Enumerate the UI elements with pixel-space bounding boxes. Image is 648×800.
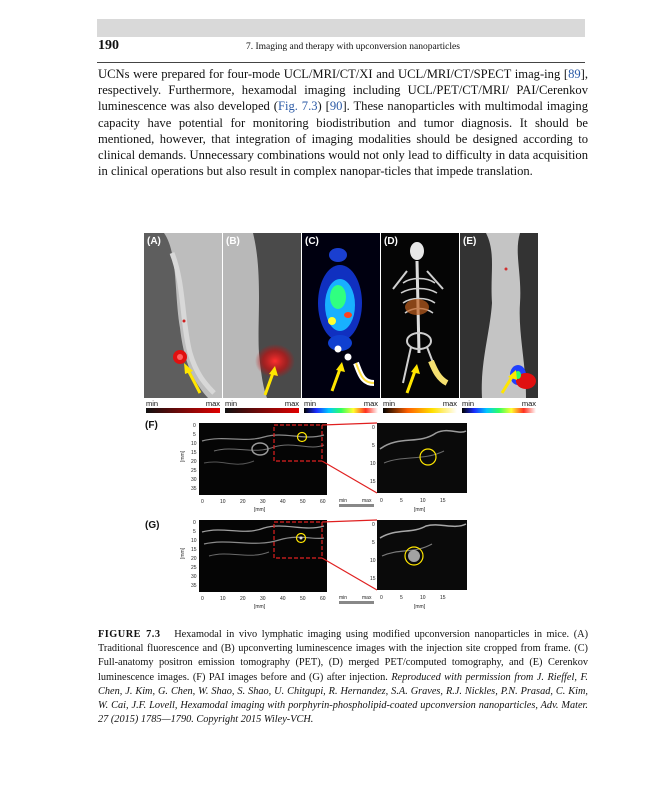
body-paragraph [98,66,588,179]
f-ytick-0: 0 [193,423,196,429]
panel-a-min: min [146,399,159,408]
g-ytick-3: 15 [191,547,197,553]
panel-b-label: (B) [226,236,240,247]
g-ytick-5: 25 [191,565,197,571]
body-text-3: ) [ [317,99,330,114]
panel-b-colorbar [225,408,299,413]
panel-d-min: min [383,399,396,408]
f-zoom-unit: [mm] [414,507,426,513]
header-band [97,19,585,37]
panel-e [460,233,538,398]
f-xtick-3: 30 [260,499,266,505]
figure-link[interactable]: Fig. 7.3 [277,99,318,114]
f-zxtick-3: 15 [440,498,446,504]
g-max: max [362,595,372,601]
g-yunit: [mm] [180,547,186,559]
g-xtick-1: 10 [220,596,226,602]
panel-d-colorbar [383,408,457,413]
f-zytick-3: 15 [370,479,376,485]
g-zxtick-0: 0 [380,595,383,601]
panel-d-scale [381,400,459,414]
g-zxtick-3: 15 [440,595,446,601]
g-ytick-0: 0 [193,520,196,526]
caption-label: FIGURE 7.3 [98,629,161,640]
panel-e-label: (E) [463,236,477,247]
f-ytick-4: 20 [191,459,197,465]
panel-c-max: max [363,399,378,408]
g-zxtick-2: 10 [420,595,426,601]
g-colorbar [339,601,374,604]
panel-a-scale [144,400,222,414]
header-rule [97,62,585,63]
running-title: 7. Imaging and therapy with upconversion nanoparticles [246,42,460,52]
f-zxtick-0: 0 [380,498,383,504]
f-ytick-3: 15 [191,450,197,456]
panel-d-max: max [442,399,457,408]
panel-f-x-ticks [201,499,326,505]
panel-c-scale [302,400,380,414]
panel-a-colorbar [146,408,220,413]
f-zytick-2: 10 [370,461,376,467]
panel-f-label: (F) [145,420,158,431]
panel-c [302,233,380,398]
g-ytick-6: 30 [191,574,197,580]
f-xunit: [mm] [254,507,266,513]
f-min: min [339,498,348,504]
f-yunit: [mm] [180,450,186,462]
body-text-2: ], respectively. Furthermore, hexamodal imaging including UCL/PET/CT/MRI/ PAI/Cerenkov luminescence was also developed ( [98,67,588,114]
g-zoom-unit: [mm] [414,604,426,610]
f-zxtick-1: 5 [400,498,403,504]
f-zytick-0: 0 [372,425,375,431]
panel-e-max: max [521,399,536,408]
panel-f-y-ticks [191,423,197,492]
panel-e-min: min [462,399,475,408]
panel-g-pai [174,518,474,613]
g-ytick-7: 35 [191,583,197,589]
g-xtick-4: 40 [280,596,286,602]
panel-d-label: (D) [384,236,398,247]
g-zytick-1: 5 [372,540,375,546]
g-ytick-1: 5 [193,529,196,535]
panel-g-label: (G) [145,520,160,531]
g-xtick-2: 20 [240,596,246,602]
page-number: 190 [98,38,119,53]
g-zxtick-1: 5 [400,595,403,601]
f-xtick-4: 40 [280,499,286,505]
f-zxtick-2: 10 [420,498,426,504]
f-ytick-7: 35 [191,486,197,492]
figure-7-3 [144,233,538,613]
f-xtick-1: 10 [220,499,226,505]
panel-a-label: (A) [147,236,161,247]
caption-credit: Reproduced with permission from J. Rieffel, F. Chen, J. Kim, G. Chen, W. Shao, S. Shao, U. Chitgupi, R. Hernandez, S.A. Graves, R.J. Nickles, P.N. Prasad, C. Kim, W. Cai, J.F. Lovell, Hexamodal imaging with porphyrin-phospholipid-coated upconversion nanoparticles, Adv. Mater. 27 (2015) 1785—1790. Copyright 2015 Wiley-VCH. [98,671,588,726]
f-xtick-6: 60 [320,499,326,505]
g-min: min [339,595,348,601]
g-xtick-5: 50 [300,596,306,602]
panel-c-min: min [304,399,317,408]
panel-b-max: max [284,399,299,408]
f-xtick-0: 0 [201,499,204,505]
f-xtick-2: 20 [240,499,246,505]
g-ytick-4: 20 [191,556,197,562]
g-xtick-3: 30 [260,596,266,602]
body-text-1: UCNs were prepared for four-mode UCL/MRI/CT/XI and UCL/MRI/CT/SPECT imag-ing [ [98,67,569,81]
g-zytick-3: 15 [370,576,376,582]
g-zytick-2: 10 [370,558,376,564]
f-colorbar [339,504,374,507]
panel-e-colorbar [462,408,536,413]
f-ytick-2: 10 [191,441,197,447]
panel-b-scale [223,400,301,414]
f-xtick-5: 50 [300,499,306,505]
panel-e-scale [460,400,538,414]
ref-link-90[interactable]: 90 [329,99,343,114]
body-text-4: ]. These nanoparticles with multimodal imaging capacity have potential for monitoring biodistribution and tumor diagnosis. It should be mentioned, however, that integration of imaging modalities should be designed according to clinical demands. Unnecessary combinations would not only lead to difficulty in data acquisition in clinical operations but also result in complex nanopar-ticles that impede translation. [98,99,588,179]
f-zytick-1: 5 [372,443,375,449]
g-xtick-6: 60 [320,596,326,602]
panel-c-label: (C) [305,236,319,247]
f-ytick-5: 25 [191,468,197,474]
g-xunit: [mm] [254,604,266,610]
g-ytick-2: 10 [191,538,197,544]
f-ytick-6: 30 [191,477,197,483]
g-zytick-0: 0 [372,522,375,528]
panel-c-colorbar [304,408,378,413]
figure-caption [98,628,588,727]
ref-link-89[interactable]: 89 [568,67,581,81]
panel-b [223,233,301,398]
panel-a-max: max [205,399,220,408]
f-ytick-1: 5 [193,432,196,438]
caption-text: Hexamodal in vivo lymphatic imaging using modified upconversion nanoparticles in mice. (A) Traditional fluorescence and (B) upconverting luminescence images with the injection site cropped from frame. (C) Full-anatomy positron emission tomography (PET), (D) merged PET/computed tomography, and (E) Cerenkov luminescence images. (F) PAI images before and (G) after injection. [98,629,588,683]
f-max: max [362,498,372,504]
panel-a [144,233,222,398]
panel-f-pai [174,421,474,521]
panel-d [381,233,459,398]
panel-b-min: min [225,399,238,408]
g-xtick-0: 0 [201,596,204,602]
